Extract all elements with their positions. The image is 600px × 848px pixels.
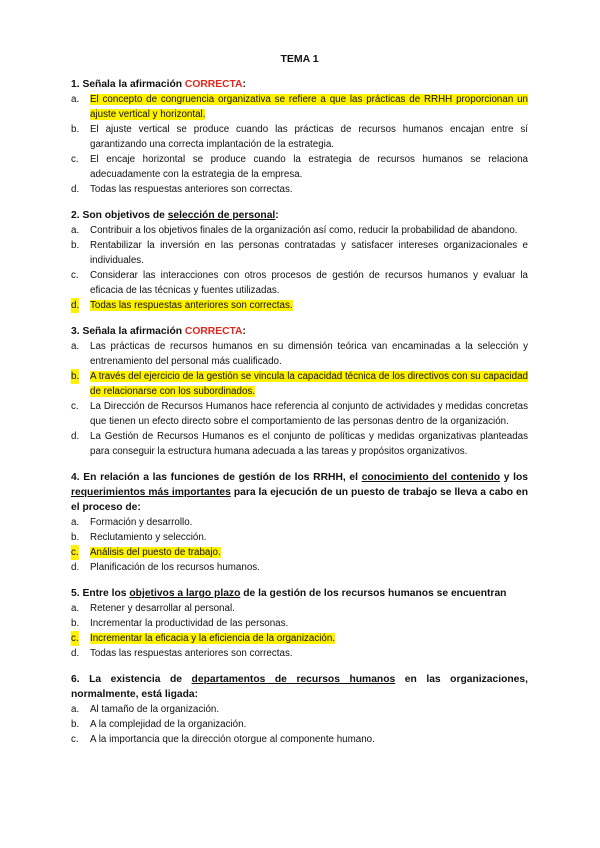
option-3a: a. Las prácticas de recursos humanos en su dimensión teórica van encaminadas a la selección y entrenamiento del personal más cualificado. [71,341,528,367]
option-2c: c. Considerar las interacciones con otros procesos de gestión de recursos humanos y evaluar la eficacia de las técnicas y fuentes utilizadas. [71,270,528,296]
option-3d: d. La Gestión de Recursos Humanos es el conjunto de políticas y medidas organizativas planteadas para conseguir la estructura humana adecuada a las tareas y propósitos organizativos. [71,431,528,457]
question-6 [71,672,528,747]
question-2-heading: 2. Son objetivos de selección de personal: [71,210,279,221]
question-5-heading: 5. Entre los objetivos a largo plazo de la gestión de los recursos humanos se encuentran [71,588,507,599]
option-5c: c. Incrementar la eficacia y la eficiencia de la organización. [71,633,336,644]
question-2 [71,208,528,313]
option-1d: d. Todas las respuestas anteriores son correctas. [71,184,293,195]
option-6a: a. Al tamaño de la organización. [71,704,220,715]
correct-answer-highlight: A través del ejercicio de la gestión se vincula la capacidad técnica de los directivos con su capacidad de relacionarse con los subordinados. [90,371,528,397]
option-4d: d. Planificación de los recursos humanos. [71,562,260,573]
question-3 [71,324,528,459]
question-6-heading: 6. La existencia de departamentos de recursos humanos en las organizaciones, normalmente, está ligada: [71,674,528,700]
question-5-options [71,601,528,661]
option-2a: a. Contribuir a los objetivos finales de la organización así como, reducir la probabilidad de abandono. [71,225,518,236]
option-2d: d. Todas las respuestas anteriores son correctas. [71,300,293,311]
correct-answer-highlight: Todas las respuestas anteriores son correctas. [90,300,293,311]
correct-answer-highlight: Análisis del puesto de trabajo. [90,547,221,558]
question-5 [71,586,528,661]
option-1c: c. El encaje horizontal se produce cuando la estrategia de recursos humanos se relaciona adecuadamente con la estrategia de la empresa. [71,154,528,180]
option-4a: a. Formación y desarrollo. [71,517,193,528]
option-5b: b. Incrementar la productividad de las personas. [71,618,289,629]
option-6b: b. A la complejidad de la organización. [71,719,247,730]
question-4 [71,470,528,575]
option-6c: c. A la importancia que la dirección otorgue al componente humano. [71,734,375,745]
question-3-heading: 3. Señala la afirmación CORRECTA: [71,326,246,337]
option-2b: b. Rentabilizar la inversión en las personas contratadas y satisfacer intereses organizacionales e individuales. [71,240,528,266]
option-1b: b. El ajuste vertical se produce cuando las prácticas de recursos humanos encajan entre sí garantizando una correcta implantación de la estrategia. [71,124,528,150]
option-5a: a. Retener y desarrollar al personal. [71,603,235,614]
question-6-options [71,702,528,747]
option-4b: b. Reclutamiento y selección. [71,532,207,543]
question-4-heading: 4. En relación a las funciones de gestión de los RRHH, el conocimiento del contenido y los requerimientos más importantes para la ejecución de un puesto de trabajo se lleva a cabo en el proceso de: [71,472,528,513]
correcta-keyword: CORRECTA [184,79,243,90]
page-title: TEMA 1 [280,53,319,65]
question-2-options [71,223,528,313]
question-1-options [71,92,528,197]
correct-answer-highlight: El concepto de congruencia organizativa se refiere a que las prácticas de RRHH proporcionan un ajuste vertical y horizontal. [90,94,528,120]
option-1a: a. El concepto de congruencia organizativa se refiere a que las prácticas de RRHH proporcionan un ajuste vertical y horizontal. [71,94,528,120]
option-5d: d. Todas las respuestas anteriores son correctas. [71,648,293,659]
correct-answer-highlight: Incrementar la eficacia y la eficiencia de la organización. [90,633,336,644]
option-3b: b. A través del ejercicio de la gestión se vincula la capacidad técnica de los directivos con su capacidad de relacionarse con los subordinados. [71,371,528,397]
question-3-options [71,339,528,459]
option-4c: c. Análisis del puesto de trabajo. [71,547,221,558]
question-1 [71,77,528,197]
question-4-options [71,515,528,575]
question-1-heading: 1. Señala la afirmación CORRECTA: [71,79,246,90]
option-3c: c. La Dirección de Recursos Humanos hace referencia al conjunto de actividades y medidas concretas que tienen un efecto directo sobre el comportamiento de las personas dentro de la organización. [71,401,528,427]
correcta-keyword: CORRECTA [184,326,243,337]
